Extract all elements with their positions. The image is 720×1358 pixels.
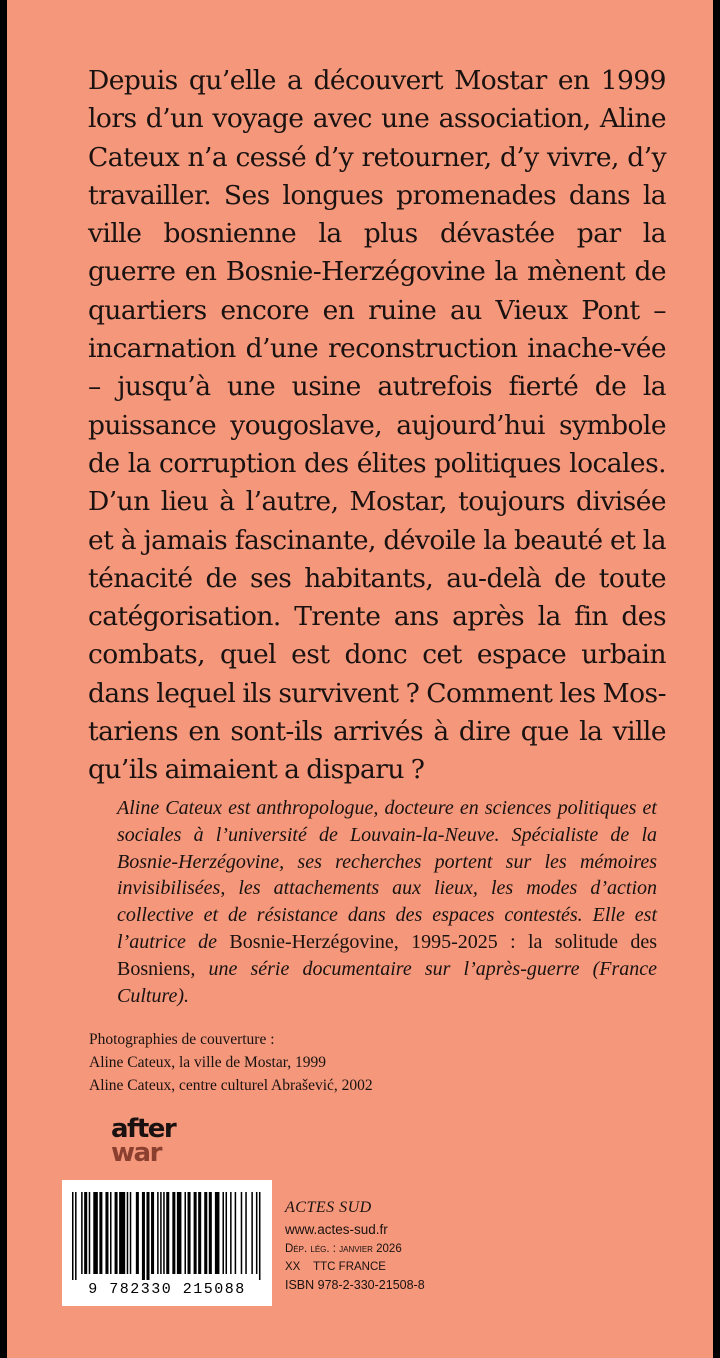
barcode-bar (188, 1192, 191, 1274)
book-back-cover (7, 0, 713, 1358)
barcode-bar (160, 1192, 162, 1274)
isbn-number: ISBN 978-2-330-21508-8 (285, 1278, 425, 1292)
logo-line-after: after (111, 1114, 176, 1144)
barcode-bar (105, 1192, 108, 1274)
barcode-bar (256, 1192, 258, 1274)
publisher-name: ACTES SUD (285, 1199, 372, 1216)
barcode-bar (245, 1192, 247, 1274)
barcode-bar (89, 1192, 91, 1274)
barcode-bar (72, 1192, 74, 1280)
photo-credit-line: Aline Cateux, la ville de Mostar, 1999 (89, 1054, 326, 1071)
barcode-bar (172, 1192, 175, 1274)
author-work-title: Bosnie-Herzégovine, 1995-2025 : la solitude des Bosniens (117, 930, 658, 980)
publisher-website: www.actes-sud.fr (285, 1222, 388, 1237)
barcode-bar (204, 1192, 207, 1274)
barcode-bar (99, 1192, 102, 1274)
barcode-bar (226, 1192, 228, 1274)
barcode-bar (151, 1192, 154, 1274)
photo-credits-heading: Photographies de couverture : (89, 1031, 275, 1048)
author-bio-text-end: , une série documentaire sur l’après-guerre (France Culture). (117, 957, 657, 1007)
barcode-bar (81, 1192, 83, 1274)
barcode-bar (209, 1192, 212, 1274)
barcode-bars (72, 1192, 262, 1280)
barcode-bar (235, 1192, 237, 1274)
barcode-bar (75, 1192, 77, 1280)
barcode-bar (198, 1192, 201, 1274)
barcode-digits: 9 782330 215088 (88, 1281, 246, 1298)
barcode-bar (251, 1192, 253, 1274)
price-codes (285, 1258, 485, 1276)
price-region: TTC FRANCE (313, 1261, 386, 1273)
blurb-paragraph: Depuis qu’elle a découvert Mostar en 1999 lors d’un voyage avec une association, Aline Cateux n’a cessé d’y retourner, d’y vivre, d’y travailler. Ses longues promenades dans la ville bosnienne la plus dévastée par la guerre en Bosnie-Herzégovine la mènent de quartiers encore en ruine au Vieux Pont – incarnation d’une reconstruction inache-vée – jusqu’à une usine autrefois fierté de la puissance yougoslave, aujourd’hui symbole de la corruption des élites politiques locales. D’un lieu à l’autre, Mostar, toujours divisée et à jamais fascinante, dévoile la beauté et la ténacité de ses habitants, au-delà de toute catégorisation. Trente ans après la fin des combats, quel est donc cet espace urbain dans lequel ils survivent ? Comment les Mos-tariens en sont-ils arrivés à dire que la ville qu’ils aimaient a disparu ? (88, 65, 666, 786)
author-bio-text: Aline Cateux est anthropologue, docteure en sciences politiques et sociales à l’université de Louvain-la-Neuve. Spécialiste de la Bosnie-Herzégovine, ses recherches portent sur les mémoires invisibilisées, les attachements aux lieux, les modes d’action collective et de résistance dans des espaces contestés. Elle est l’autrice de (117, 797, 657, 953)
barcode-bar (222, 1192, 224, 1274)
barcode-bar (127, 1192, 129, 1274)
barcode-bar (157, 1192, 159, 1274)
logo-line-war: war (111, 1138, 161, 1168)
isbn-barcode (62, 1180, 272, 1306)
photo-credits (89, 1028, 589, 1097)
barcode-bar (163, 1192, 165, 1274)
author-bio (117, 795, 657, 1009)
barcode-bar (177, 1192, 182, 1274)
barcode-bar (259, 1192, 261, 1280)
legal-deposit: Dép. lég. : janvier 2026 (285, 1243, 402, 1255)
barcode-bar (130, 1192, 132, 1274)
barcode-bar (184, 1192, 186, 1274)
barcode-bar (215, 1192, 220, 1274)
barcode-bar (166, 1192, 169, 1274)
barcode-bar (241, 1192, 243, 1274)
barcode-bar (119, 1192, 125, 1274)
barcode-bar (115, 1192, 118, 1274)
barcode-bar (142, 1192, 145, 1280)
barcode-bar (146, 1192, 149, 1280)
afterwar-logo (111, 1114, 176, 1168)
barcode-bar (84, 1192, 87, 1274)
publisher-block (285, 1196, 485, 1295)
barcode-bar (136, 1192, 139, 1274)
barcode-bar (110, 1192, 112, 1274)
barcode-bar (230, 1192, 232, 1274)
barcode-bar (93, 1192, 98, 1274)
price-code: XX (285, 1261, 301, 1273)
barcode-bar (194, 1192, 197, 1274)
photo-credit-line: Aline Cateux, centre culturel Abrašević, 2002 (89, 1077, 373, 1094)
